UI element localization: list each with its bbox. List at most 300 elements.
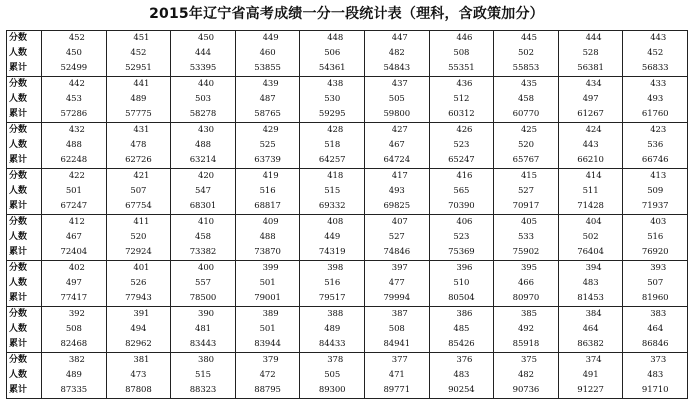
- score-cell: [171, 31, 236, 77]
- score-cell: [42, 215, 107, 261]
- score-row-value: 406: [456, 217, 473, 227]
- cumulative-row-value: 64257: [318, 155, 346, 165]
- score-row-value: 437: [391, 79, 408, 89]
- cumulative-row-value: 57286: [60, 109, 88, 119]
- count-row-value: 512: [453, 94, 470, 104]
- score-cell: [364, 169, 429, 215]
- score-cell: [494, 77, 559, 123]
- cumulative-row-value: 72924: [125, 247, 152, 257]
- row-label: 累计: [9, 385, 28, 395]
- count-row-value: 508: [65, 324, 82, 334]
- count-row-value: 458: [195, 232, 211, 242]
- score-row-value: 420: [198, 171, 214, 181]
- score-cell: [235, 31, 300, 77]
- cumulative-row-value: 83944: [254, 339, 281, 349]
- score-cell: [106, 215, 171, 261]
- cumulative-row-value: 89300: [318, 385, 346, 395]
- score-cell: [171, 123, 236, 169]
- score-cell: [364, 261, 429, 307]
- score-row-value: 425: [520, 125, 537, 135]
- count-row-value: 482: [388, 48, 405, 58]
- cumulative-row-value: 63214: [189, 155, 217, 165]
- row-label-cell: [7, 307, 42, 353]
- score-cell: [300, 169, 365, 215]
- score-row-value: 380: [198, 355, 214, 365]
- count-row-value: 508: [388, 324, 405, 334]
- count-row-value: 520: [517, 140, 534, 150]
- cumulative-row-value: 73382: [189, 247, 217, 257]
- score-cell: [494, 307, 559, 353]
- score-row-value: 430: [198, 125, 214, 135]
- score-row-value: 429: [262, 125, 279, 135]
- row-label-cell: [7, 169, 42, 215]
- score-cell: [364, 77, 429, 123]
- count-row-value: 516: [259, 186, 276, 196]
- score-cell: [429, 215, 494, 261]
- cumulative-row-value: 55351: [448, 63, 475, 73]
- row-label: 人数: [9, 140, 28, 150]
- count-row-value: 501: [259, 324, 276, 334]
- score-row-value: 379: [262, 355, 279, 365]
- score-cell: [171, 307, 236, 353]
- score-cell: [623, 31, 688, 77]
- score-row-value: 422: [68, 171, 85, 181]
- score-cell: [623, 307, 688, 353]
- row-label: 人数: [9, 278, 28, 288]
- score-cell: [494, 353, 559, 399]
- cumulative-row-value: 56381: [577, 63, 604, 73]
- count-row-value: 511: [582, 186, 599, 196]
- cumulative-row-value: 74846: [383, 247, 411, 257]
- cumulative-row-value: 74319: [318, 247, 346, 257]
- score-row-value: 395: [520, 263, 537, 273]
- cumulative-row-value: 61267: [577, 109, 604, 119]
- count-row-value: 497: [582, 94, 599, 104]
- row-label-cell: [7, 31, 42, 77]
- cumulative-row-value: 82962: [125, 339, 152, 349]
- score-row-value: 417: [391, 171, 408, 181]
- count-row-value: 501: [65, 186, 82, 196]
- score-cell: [300, 215, 365, 261]
- row-label: 累计: [9, 63, 28, 73]
- score-cell: [429, 169, 494, 215]
- count-row-value: 489: [324, 324, 341, 334]
- row-label: 人数: [9, 232, 28, 242]
- row-label: 累计: [9, 109, 28, 119]
- score-cell: [429, 353, 494, 399]
- score-cell: [171, 261, 236, 307]
- count-row-value: 464: [647, 324, 664, 334]
- cumulative-row-value: 86846: [641, 339, 669, 349]
- cumulative-row-value: 53855: [254, 63, 281, 73]
- cumulative-row-value: 58765: [254, 109, 281, 119]
- count-row-value: 533: [517, 232, 534, 242]
- cumulative-row-value: 70390: [448, 201, 475, 211]
- row-label: 分数: [9, 263, 28, 273]
- score-cell: [558, 353, 623, 399]
- score-row-value: 391: [133, 309, 150, 319]
- score-cell: [364, 307, 429, 353]
- row-label-cell: [7, 353, 42, 399]
- row-label-cell: [7, 261, 42, 307]
- cumulative-row-value: 85426: [448, 339, 475, 349]
- table-title: 2015年辽宁省高考成绩一分一段统计表（理科，含政策加分）: [149, 6, 544, 22]
- score-cell: [300, 31, 365, 77]
- count-row-value: 502: [517, 48, 534, 58]
- count-row-value: 510: [453, 278, 470, 288]
- score-cell: [364, 215, 429, 261]
- cumulative-row-value: 61760: [641, 109, 669, 119]
- cumulative-row-value: 87335: [60, 385, 88, 395]
- cumulative-row-value: 77417: [60, 293, 88, 303]
- score-cell: [235, 123, 300, 169]
- count-row-value: 492: [517, 324, 534, 334]
- count-row-value: 507: [130, 186, 147, 196]
- score-cell: [106, 307, 171, 353]
- row-label: 分数: [9, 355, 28, 365]
- score-row-value: 427: [391, 125, 408, 135]
- count-row-value: 483: [647, 370, 664, 380]
- score-row-value: 431: [133, 125, 150, 135]
- block-row: [7, 123, 688, 169]
- count-row-value: 472: [259, 370, 276, 380]
- block-row: [7, 31, 688, 77]
- score-cell: [171, 169, 236, 215]
- count-row-value: 488: [195, 140, 211, 150]
- score-cell: [623, 123, 688, 169]
- cumulative-row-value: 71428: [577, 201, 604, 211]
- score-cell: [235, 215, 300, 261]
- count-row-value: 473: [130, 370, 147, 380]
- score-row-value: 378: [327, 355, 344, 365]
- score-cell: [42, 353, 107, 399]
- row-label: 人数: [9, 370, 28, 380]
- score-row-value: 419: [262, 171, 279, 181]
- score-row-value: 412: [68, 217, 85, 227]
- score-row-value: 418: [327, 171, 344, 181]
- cumulative-row-value: 82468: [60, 339, 88, 349]
- score-row-value: 389: [262, 309, 279, 319]
- count-row-value: 453: [65, 94, 82, 104]
- count-row-value: 458: [517, 94, 534, 104]
- count-row-value: 508: [453, 48, 470, 58]
- cumulative-row-value: 91227: [577, 385, 604, 395]
- cumulative-row-value: 91710: [641, 385, 669, 395]
- cumulative-row-value: 76404: [577, 247, 604, 257]
- score-row-value: 383: [650, 309, 667, 319]
- count-row-value: 547: [195, 186, 211, 196]
- count-row-value: 449: [324, 232, 341, 242]
- score-cell: [235, 307, 300, 353]
- count-row-value: 497: [65, 278, 82, 288]
- row-label: 累计: [9, 247, 28, 257]
- score-cell: [300, 123, 365, 169]
- row-label: 累计: [9, 201, 28, 211]
- cumulative-row-value: 68817: [254, 201, 281, 211]
- score-cell: [106, 77, 171, 123]
- score-row-value: 414: [585, 171, 602, 181]
- score-cell: [364, 353, 429, 399]
- count-row-value: 452: [647, 48, 664, 58]
- count-row-value: 530: [324, 94, 341, 104]
- score-row-value: 405: [520, 217, 537, 227]
- cumulative-row-value: 79994: [383, 293, 411, 303]
- cumulative-row-value: 90254: [448, 385, 475, 395]
- score-cell: [623, 353, 688, 399]
- count-row-value: 515: [195, 370, 211, 380]
- row-label: 分数: [9, 79, 28, 89]
- cumulative-row-value: 54843: [383, 63, 411, 73]
- score-row-value: 408: [327, 217, 344, 227]
- score-row-value: 445: [520, 33, 537, 43]
- cumulative-row-value: 52951: [125, 63, 152, 73]
- count-row-value: 557: [195, 278, 211, 288]
- score-row-value: 387: [391, 309, 408, 319]
- score-row-value: 384: [585, 309, 602, 319]
- count-row-value: 518: [324, 140, 341, 150]
- score-cell: [42, 169, 107, 215]
- row-label: 分数: [9, 171, 28, 181]
- score-row-value: 415: [520, 171, 537, 181]
- score-cell: [106, 31, 171, 77]
- cumulative-row-value: 73870: [254, 247, 281, 257]
- score-cell: [558, 215, 623, 261]
- count-row-value: 460: [259, 48, 276, 58]
- score-cell: [429, 261, 494, 307]
- count-row-value: 536: [647, 140, 664, 150]
- row-label: 累计: [9, 293, 28, 303]
- score-row-value: 447: [391, 33, 408, 43]
- cumulative-row-value: 83443: [189, 339, 217, 349]
- cumulative-row-value: 77943: [125, 293, 152, 303]
- cumulative-row-value: 63739: [254, 155, 281, 165]
- count-row-value: 450: [65, 48, 82, 58]
- cumulative-row-value: 58278: [189, 109, 217, 119]
- score-row-value: 413: [650, 171, 667, 181]
- cumulative-row-value: 54361: [318, 63, 346, 73]
- count-row-value: 565: [453, 186, 470, 196]
- score-cell: [364, 123, 429, 169]
- score-row-value: 448: [327, 33, 344, 43]
- score-row-value: 374: [585, 355, 602, 365]
- count-row-value: 509: [647, 186, 664, 196]
- score-row-value: 428: [327, 125, 344, 135]
- count-row-value: 483: [453, 370, 470, 380]
- cumulative-row-value: 88795: [254, 385, 281, 395]
- count-row-value: 528: [582, 48, 599, 58]
- score-cell: [171, 215, 236, 261]
- score-row-value: 434: [585, 79, 602, 89]
- score-row-value: 443: [650, 33, 667, 43]
- block-row: [7, 353, 688, 399]
- score-row-value: 400: [198, 263, 214, 273]
- row-label: 人数: [9, 48, 28, 58]
- score-row-value: 404: [585, 217, 602, 227]
- score-row-value: 423: [650, 125, 667, 135]
- cumulative-row-value: 81960: [641, 293, 669, 303]
- cumulative-row-value: 88323: [189, 385, 217, 395]
- cumulative-row-value: 85918: [512, 339, 540, 349]
- count-row-value: 464: [582, 324, 599, 334]
- cumulative-row-value: 79001: [254, 293, 281, 303]
- count-row-value: 489: [65, 370, 82, 380]
- cumulative-row-value: 69825: [383, 201, 411, 211]
- row-label: 分数: [9, 125, 28, 135]
- row-label: 分数: [9, 33, 28, 43]
- score-cell: [106, 169, 171, 215]
- score-row-value: 407: [391, 217, 408, 227]
- cumulative-row-value: 87808: [125, 385, 152, 395]
- score-row-value: 410: [198, 217, 214, 227]
- row-label: 人数: [9, 186, 28, 196]
- cumulative-row-value: 80970: [512, 293, 540, 303]
- score-cell: [42, 307, 107, 353]
- score-row-value: 436: [456, 79, 473, 89]
- score-cell: [42, 261, 107, 307]
- count-row-value: 505: [324, 370, 341, 380]
- score-row-value: 409: [262, 217, 279, 227]
- score-cell: [623, 261, 688, 307]
- score-row-value: 396: [456, 263, 473, 273]
- count-row-value: 501: [259, 278, 276, 288]
- count-row-value: 487: [259, 94, 276, 104]
- score-row-value: 392: [68, 309, 85, 319]
- score-row-value: 397: [391, 263, 408, 273]
- score-row-value: 452: [68, 33, 85, 43]
- score-row-value: 381: [133, 355, 150, 365]
- cumulative-row-value: 59800: [383, 109, 411, 119]
- count-row-value: 444: [195, 48, 211, 58]
- score-row-value: 411: [133, 217, 150, 227]
- score-cell: [494, 261, 559, 307]
- score-row-value: 376: [456, 355, 473, 365]
- cumulative-row-value: 60312: [448, 109, 475, 119]
- cumulative-row-value: 64724: [383, 155, 411, 165]
- cumulative-row-value: 59295: [318, 109, 346, 119]
- score-cell: [300, 77, 365, 123]
- score-cell: [106, 123, 171, 169]
- score-row-value: 426: [456, 125, 473, 135]
- score-cell: [235, 77, 300, 123]
- row-label-cell: [7, 123, 42, 169]
- score-row-value: 421: [133, 171, 150, 181]
- score-row-value: 401: [133, 263, 150, 273]
- score-cell: [558, 31, 623, 77]
- score-cell: [558, 169, 623, 215]
- score-cell: [42, 31, 107, 77]
- score-row-value: 451: [133, 33, 150, 43]
- score-row-value: 388: [327, 309, 344, 319]
- count-row-value: 523: [453, 232, 470, 242]
- score-row-value: 442: [68, 79, 85, 89]
- row-label-cell: [7, 215, 42, 261]
- cumulative-row-value: 86382: [577, 339, 604, 349]
- score-row-value: 393: [650, 263, 667, 273]
- cumulative-row-value: 65247: [448, 155, 475, 165]
- count-row-value: 527: [388, 232, 405, 242]
- cumulative-row-value: 75369: [448, 247, 475, 257]
- score-row-value: 416: [456, 171, 473, 181]
- cumulative-row-value: 52499: [60, 63, 88, 73]
- score-row-value: 433: [650, 79, 667, 89]
- score-row-value: 377: [391, 355, 408, 365]
- cumulative-row-value: 89771: [383, 385, 411, 395]
- cumulative-row-value: 62726: [125, 155, 152, 165]
- score-row-value: 432: [68, 125, 85, 135]
- count-row-value: 515: [324, 186, 341, 196]
- cumulative-row-value: 70917: [512, 201, 540, 211]
- cumulative-row-value: 55853: [512, 63, 540, 73]
- row-label: 分数: [9, 217, 28, 227]
- count-row-value: 516: [324, 278, 341, 288]
- cumulative-row-value: 65767: [512, 155, 540, 165]
- score-cell: [494, 215, 559, 261]
- count-row-value: 443: [582, 140, 599, 150]
- count-row-value: 488: [65, 140, 82, 150]
- count-row-value: 494: [130, 324, 147, 334]
- cumulative-row-value: 67247: [60, 201, 88, 211]
- cumulative-row-value: 62248: [60, 155, 88, 165]
- count-row-value: 488: [259, 232, 276, 242]
- cumulative-row-value: 66746: [641, 155, 669, 165]
- cumulative-row-value: 68301: [189, 201, 217, 211]
- cumulative-row-value: 90736: [512, 385, 540, 395]
- cumulative-row-value: 53395: [189, 63, 217, 73]
- count-row-value: 506: [324, 48, 341, 58]
- cumulative-row-value: 76920: [641, 247, 669, 257]
- count-row-value: 491: [582, 370, 599, 380]
- score-row-value: 440: [198, 79, 214, 89]
- cumulative-row-value: 79517: [318, 293, 346, 303]
- row-label-cell: [7, 77, 42, 123]
- score-row-value: 450: [198, 33, 214, 43]
- count-row-value: 489: [130, 94, 147, 104]
- count-row-value: 493: [647, 94, 664, 104]
- cumulative-row-value: 66210: [577, 155, 604, 165]
- cumulative-row-value: 57775: [125, 109, 152, 119]
- score-row-value: 441: [133, 79, 150, 89]
- count-row-value: 505: [388, 94, 405, 104]
- score-row-value: 390: [198, 309, 214, 319]
- count-row-value: 481: [195, 324, 211, 334]
- score-row-value: 385: [520, 309, 537, 319]
- row-label: 人数: [9, 324, 28, 334]
- count-row-value: 527: [517, 186, 534, 196]
- score-cell: [235, 261, 300, 307]
- block-row: [7, 261, 688, 307]
- score-row-value: 375: [520, 355, 537, 365]
- cumulative-row-value: 80504: [448, 293, 475, 303]
- count-row-value: 483: [582, 278, 599, 288]
- score-cell: [106, 261, 171, 307]
- score-cell: [623, 215, 688, 261]
- score-row-value: 402: [68, 263, 85, 273]
- score-cell: [558, 307, 623, 353]
- count-row-value: 467: [65, 232, 82, 242]
- cumulative-row-value: 78500: [189, 293, 217, 303]
- count-row-value: 485: [453, 324, 470, 334]
- count-row-value: 466: [517, 278, 534, 288]
- score-row-value: 424: [585, 125, 602, 135]
- score-cell: [623, 169, 688, 215]
- cumulative-row-value: 69332: [318, 201, 346, 211]
- score-row-value: 399: [262, 263, 279, 273]
- score-row-value: 398: [327, 263, 344, 273]
- score-cell: [300, 261, 365, 307]
- count-row-value: 477: [388, 278, 405, 288]
- cumulative-row-value: 60770: [512, 109, 540, 119]
- score-cell: [300, 353, 365, 399]
